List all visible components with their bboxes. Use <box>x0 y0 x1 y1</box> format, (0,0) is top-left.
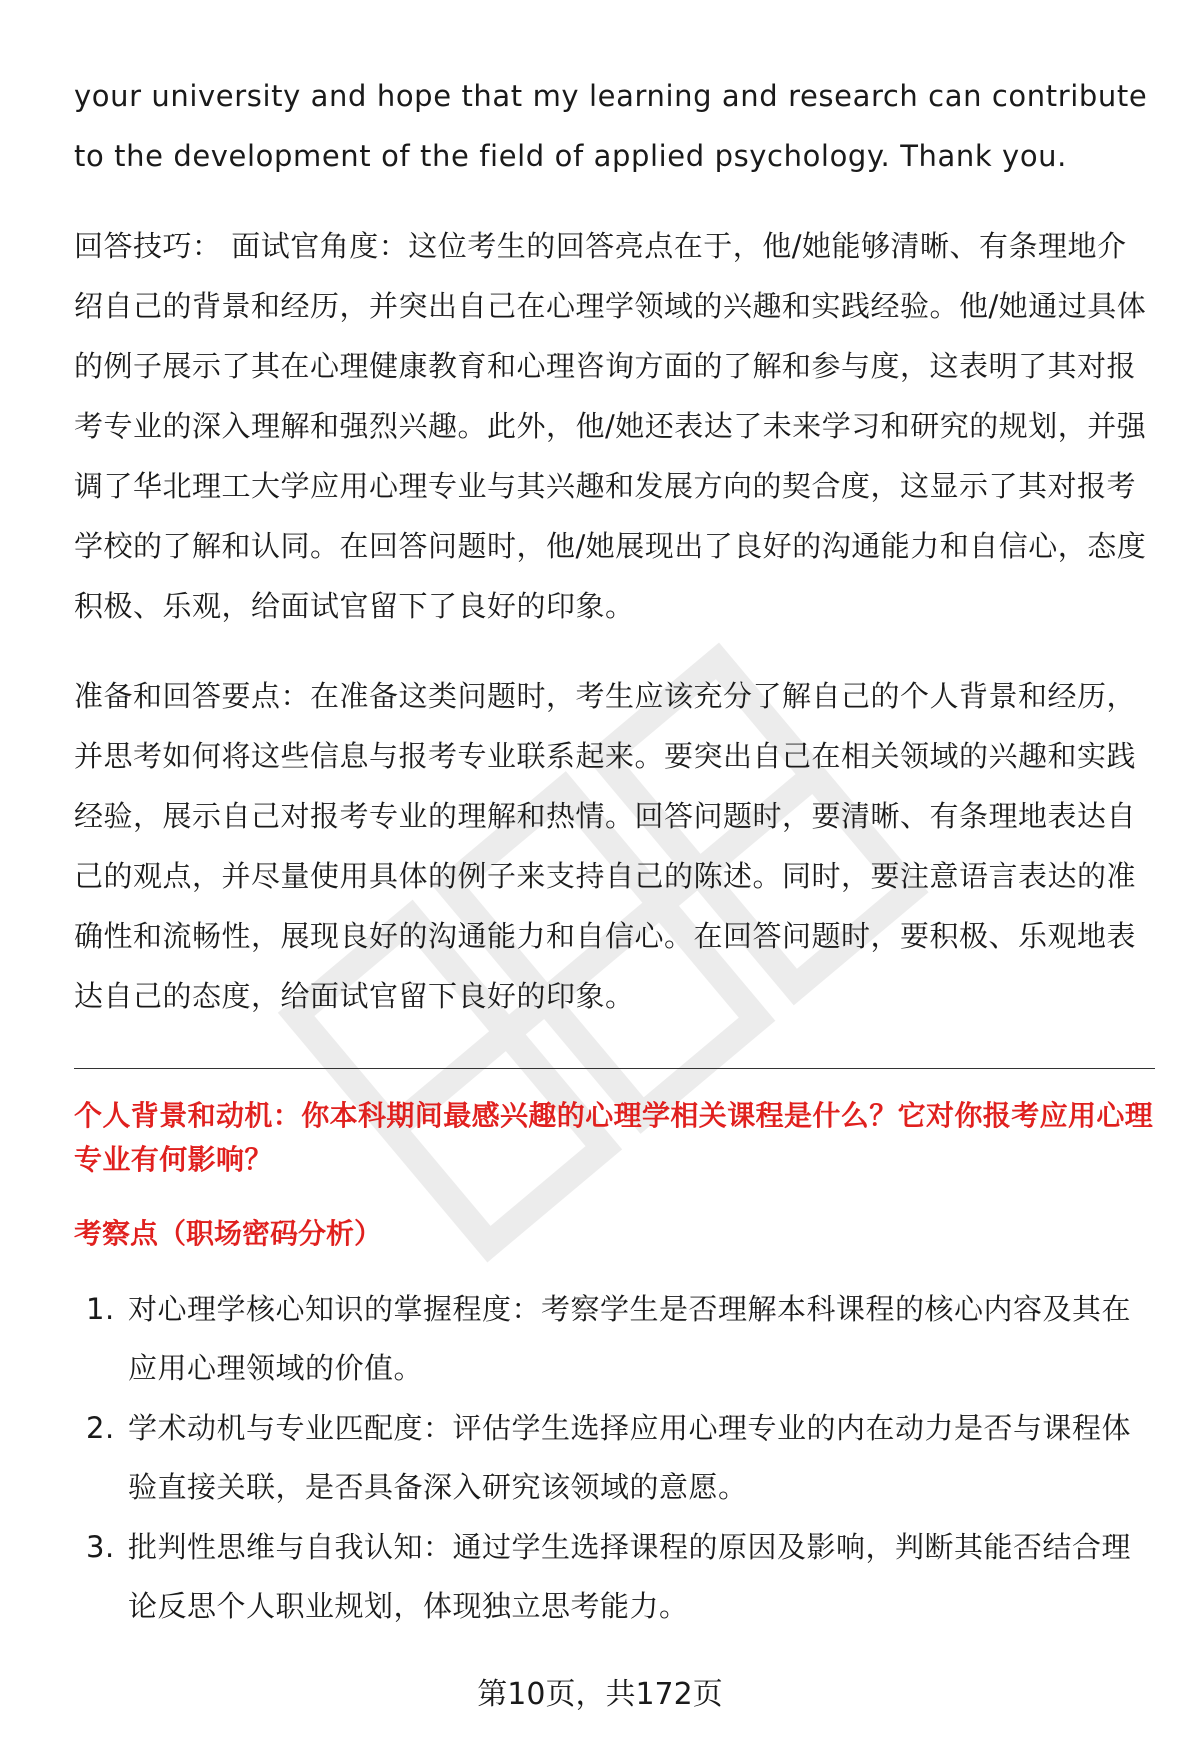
english-answer-paragraph: your university and hope that my learning and research can contribute to the development of the field of applied psychology. Thank you. <box>74 79 1148 173</box>
list-item-text: 对心理学核心知识的掌握程度：考察学生是否理解本科课程的核心内容及其在应用心理领域的价值。 <box>128 1292 1132 1385</box>
document-body <box>74 66 1154 1026</box>
prep-points-paragraph: 准备和回答要点：在准备这类问题时，考生应该充分了解自己的个人背景和经历，并思考如何将这些信息与报考专业联系起来。要突出自己在相关领域的兴趣和实践经验，展示自己对报考专业的理解和热情。回答问题时，要清晰、有条理地表达自己的观点，并尽量使用具体的例子来支持自己的陈述。同时，要注意语言表达的准确性和流畅性，展现良好的沟通能力和自信心。在回答问题时，要积极、乐观地表达自己的态度，给面试官留下良好的印象。 <box>74 679 1137 1013</box>
list-item-text: 批判性思维与自我认知：通过学生选择课程的原因及影响，判断其能否结合理论反思个人职业规划，体现独立思考能力。 <box>128 1530 1132 1623</box>
list-item-number: 3. <box>86 1530 115 1564</box>
focus-points-heading: 考察点（职场密码分析） <box>74 1217 383 1250</box>
list-item <box>74 1399 1156 1517</box>
focus-points-list <box>74 1280 1156 1637</box>
answer-tips-paragraph: 回答技巧： 面试官角度：这位考生的回答亮点在于，他/她能够清晰、有条理地介绍自己的背景和经历，并突出自己在心理学领域的兴趣和实践经验。他/她通过具体的例子展示了其在心理健康教育和心理咨询方面的了解和参与度，这表明了其对报考专业的深入理解和强烈兴趣。此外，他/她还表达了未来学习和研究的规划，并强调了华北理工大学应用心理专业与其兴趣和发展方向的契合度，这显示了其对报考学校的了解和认同。在回答问题时，他/她展现出了良好的沟通能力和自信心，态度积极、乐观，给面试官留下了良好的印象。 <box>74 229 1147 623</box>
section-divider <box>74 1068 1155 1069</box>
list-item-number: 2. <box>86 1411 115 1445</box>
page-footer: 第10页，共172页 <box>477 1677 723 1712</box>
question-heading: 个人背景和动机：你本科期间最感兴趣的心理学相关课程是什么？它对你报考应用心理专业有何影响？ <box>74 1099 1154 1176</box>
list-item-text: 学术动机与专业匹配度：评估学生选择应用心理专业的内在动力是否与课程体验直接关联，是否具备深入研究该领域的意愿。 <box>128 1411 1132 1504</box>
list-item <box>74 1518 1156 1636</box>
list-item <box>74 1280 1156 1398</box>
list-item-number: 1. <box>86 1292 115 1326</box>
